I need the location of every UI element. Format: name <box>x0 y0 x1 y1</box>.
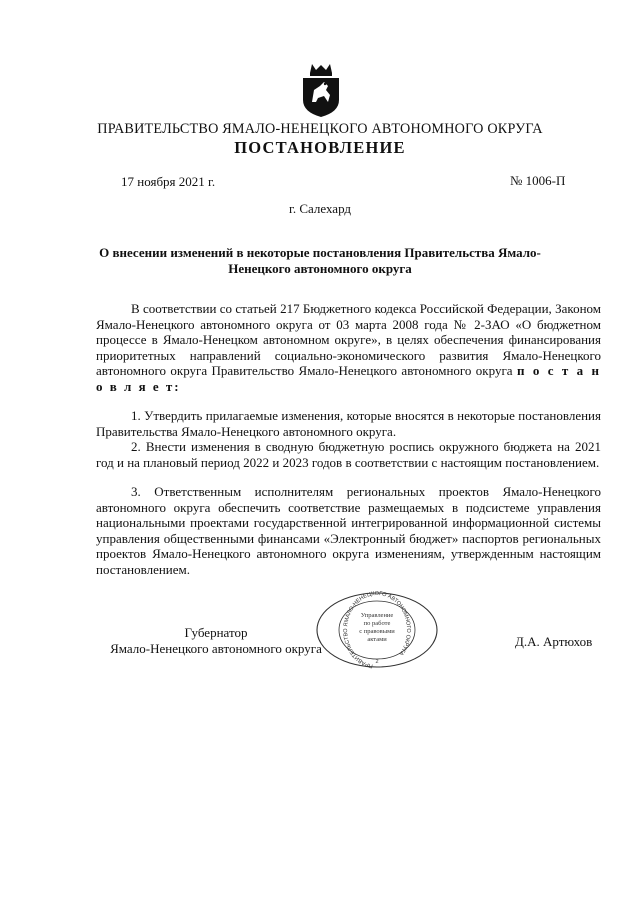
signatory-name: Д.А. Артюхов <box>515 634 593 649</box>
intro-paragraph <box>96 301 601 395</box>
stamp-center-line2: по работе <box>363 620 391 627</box>
coat-of-arms-emblem <box>298 62 344 118</box>
stamp-center-line4: актами <box>367 636 387 643</box>
document-type: ПОСТАНОВЛЕНИЕ <box>234 138 406 157</box>
document-heading: О внесении изменений в некоторые постановления Правительства Ямало-Ненецкого автономного округа <box>99 245 541 276</box>
stamp-ring-text: ПРАВИТЕЛЬСТВО ЯМАЛО-НЕНЕЦКОГО АВТОНОМНОГО ОКРУГА <box>343 591 412 669</box>
stamp-center-line3: с правовыми <box>359 628 395 635</box>
stamp-number: 2 <box>375 659 379 665</box>
signatory-title-line1: Губернатор <box>184 625 248 640</box>
document-number: № 1006-П <box>510 173 566 188</box>
document-city: г. Салехард <box>288 201 352 216</box>
item-1-paragraph: 1. Утвердить прилагаемые изменения, которые вносятся в некоторые постановления Правительства Ямало-Ненецкого автономного округа. <box>96 408 601 439</box>
document-date: 17 ноября 2021 г. <box>121 174 216 189</box>
signatory-title <box>96 625 336 657</box>
signatory-title-line2: Ямало-Ненецкого автономного округа <box>110 641 322 656</box>
stamp-center-line1: Управление <box>360 612 394 619</box>
official-stamp <box>313 591 441 669</box>
intro-keyword: п о с т а н о в л я е т: <box>96 363 601 394</box>
item-2-paragraph: 2. Внести изменения в сводную бюджетную роспись окружного бюджета на 2021 год и на плановый период 2022 и 2023 годов в соответствии с настоящим постановлением. <box>96 439 601 470</box>
item-3-paragraph: 3. Ответственным исполнителям региональных проектов Ямало-Ненецкого автономного округа обеспечить соответствие размещаемых в подсистеме управления национальными проектами государственной интегрированной информационной системы управления общественными финансами «Электронный бюджет» паспортов региональных проектов Ямало-Ненецкого автономного округа изменениям, утвержденным настоящим постановлением. <box>96 484 601 577</box>
government-title: ПРАВИТЕЛЬСТВО ЯМАЛО-НЕНЕЦКОГО АВТОНОМНОГО ОКРУГА <box>97 121 543 137</box>
intro-text: В соответствии со статьей 217 Бюджетного кодекса Российской Федерации, Законом Ямало-Ненецкого автономного округа от 03 марта 2008 года № 2-ЗАО «О бюджетном процессе в Ямало-Ненецком автономном округе», в целях обеспечения финансирования приоритетных направлений социально-экономического развития Ямало-Ненецкого автономного округа Правительство Ямало-Ненецкого автономного округа <box>96 301 601 379</box>
